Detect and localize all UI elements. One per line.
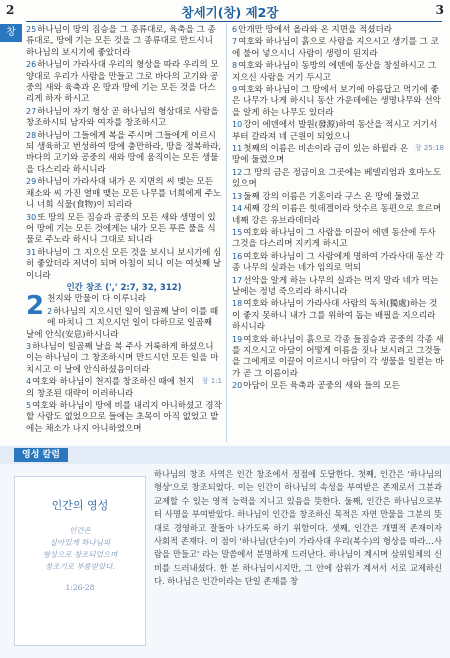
verse-number: 17 bbox=[232, 275, 243, 285]
verse-number: 3 bbox=[26, 341, 32, 351]
verse-number: 2 bbox=[47, 306, 53, 316]
verse-text: 아담이 모든 육축과 공중의 새와 들의 모든 bbox=[243, 381, 400, 392]
column-sidebar-quote bbox=[15, 525, 145, 573]
verse-text: 여호와 하나님이 땅에 비를 내리지 아니하셨고 경작할 사람도 없었으므로 들에는 초목이 아직 없었고 밭에는 채소가 나지 아니하였으며 bbox=[26, 401, 222, 434]
section-subhead: 인간 창조 (',' 2:7, 32, 312) bbox=[66, 282, 182, 293]
verse bbox=[232, 84, 444, 119]
verse-text: 세째 강의 이름은 힛데겔이라 앗수르 동편으로 흐르며 네째 강은 유브라데더라 bbox=[232, 204, 442, 226]
verse-number: 5 bbox=[26, 401, 32, 410]
verse bbox=[26, 294, 222, 305]
verse-number: 11 bbox=[232, 144, 243, 154]
verse-text: 여호와 하나님이 그 땅에서 보기에 아름답고 먹기에 좋은 나무가 나게 하시니 동산 가운데에는 생명나무와 선악을 알게 하는 나무도 있더라 bbox=[232, 85, 441, 118]
verse-text: 하나님이 땅의 짐승을 그 종류대로, 육축을 그 종류대로, 땅에 기는 모든 것을 그 종류대로 만드시니 하나님의 보시기에 좋았더라 bbox=[26, 25, 216, 58]
column-label: 영성 칼럼 bbox=[14, 448, 68, 462]
verse-text: 하나님이 그들에게 복을 주시며 그들에게 이르시되 생육하고 번성하여 땅에 충만하라, 땅을 정복하라, 바다의 고기와 공중의 새와 땅에 움직이는 모든 생물을 다스리라 하시니라 bbox=[26, 130, 222, 175]
verse-text: 여호와 하나님이 천지를 창조하신 때에 천지의 창조된 대략이 이러하니라 bbox=[26, 377, 195, 399]
verse bbox=[232, 251, 444, 275]
verse-number: 14 bbox=[232, 204, 243, 214]
column-essay: 하나님의 창조 사역은 인간 창조에서 정점에 도달한다. 첫째, 인간은 '하나님의 형상'으로 창조되었다. 이는 인간이 하나님의 속성을 부여받은 존재로서 그분과 교제할 수 있는 영적 능력을 지니고 있음을 뜻한다. 둘째, 인간은 하나님으로부터 사명을 부여받았다. 하나님이 인간을 창조하신 목적은 자연 만물을 그분의 뜻대로 경영하고 잘돌아 나가도록 하기 위함이다. 셋째, 인간은 개별적 존재이자 사회적 존재다. 이 점이 '하나님(단수)이 가라사대 우리(복수)의 형상을 따라…사람을 만들고' 라는 말씀에서 분명하게 드러난다. 하나님이 계시며 삼위일체의 신비를 드러내셨다. 한 분 하나님이시지만, 그 안에 삼위가 계셔서 서로 교제하신다. 하나님은 인간이라는 단일 존재를 창 bbox=[154, 469, 442, 587]
page-number-right: 3 bbox=[435, 3, 444, 17]
verse-text: 여호와 하나님이 가라사대 사람의 독처(獨處)하는 것이 좋지 못하니 내가 그를 위하여 돕는 배필을 지으리라 하시니라 bbox=[232, 299, 438, 333]
verse-number: 7 bbox=[232, 37, 238, 47]
verse-text: 여호와 하나님이 흙으로 각종 들짐승과 공중의 각종 새를 지으시고 아담이 어떻게 이름을 짓나 보시려고 그것들을 그에게로 이끌어 이르시니 아담이 각 생물을 일컫는 바가 곧 그 이름이라 bbox=[232, 334, 444, 379]
cross-reference[interactable]: 창 1:1 bbox=[201, 377, 222, 386]
column-sidebar bbox=[14, 476, 146, 646]
verse-text: 둘째 강의 이름은 기혼이라 구스 온 땅에 둘렸고 bbox=[243, 191, 420, 202]
column-sidebar-title: 인간의 영성 bbox=[51, 499, 109, 512]
verse bbox=[26, 247, 222, 282]
verse bbox=[232, 60, 444, 84]
cross-reference[interactable]: 창 25:18 bbox=[414, 144, 444, 153]
left-column bbox=[26, 24, 222, 435]
verse bbox=[232, 227, 444, 251]
verse-text: 하나님이 그 지으신 모든 것을 보시니 보시기에 심히 좋았더라 저녁이 되며 아침이 되니 이는 여섯째 날이니라 bbox=[26, 247, 222, 281]
verse-number: 18 bbox=[232, 299, 243, 309]
verse-number: 10 bbox=[232, 120, 243, 130]
verse bbox=[232, 24, 444, 36]
verse bbox=[232, 380, 444, 392]
page-number-left: 2 bbox=[6, 3, 15, 17]
page-header bbox=[0, 0, 450, 22]
verse-text: 여호와 하나님이 흙으로 사람을 지으시고 생기를 그 코에 불어 넣으시니 사람이 생령이 된지라 bbox=[232, 37, 439, 59]
verse-text: 강이 에덴에서 발원(發源)하여 동산을 적시고 거기서부터 갈라져 네 근원이 되었으니 bbox=[232, 120, 438, 142]
verse bbox=[26, 376, 222, 400]
chapter-start bbox=[26, 291, 222, 435]
verse-number: 31 bbox=[26, 247, 37, 257]
verse bbox=[232, 191, 444, 203]
verse-text: 또 땅의 모든 짐승과 공중의 모든 새와 생명이 있어 땅에 기는 모든 것에게는 내가 모든 푸른 풀을 식물로 주노라 하시니 그대로 되니라 bbox=[26, 212, 216, 246]
verse-number: 13 bbox=[232, 191, 243, 201]
quote-line: 창조기로 부름받았다. bbox=[45, 562, 115, 571]
right-column bbox=[232, 24, 444, 393]
verse bbox=[232, 298, 444, 333]
verse-number: 27 bbox=[26, 106, 37, 116]
verse bbox=[26, 176, 222, 211]
verse-number: 15 bbox=[232, 227, 243, 237]
header-rule bbox=[26, 21, 442, 22]
verse-number: 26 bbox=[26, 60, 37, 70]
verse bbox=[232, 119, 444, 143]
verse-number: 9 bbox=[232, 85, 238, 95]
verse-text: 하나님의 지으시던 일이 일곱째 날이 이를 때에 마치니 그 지으시던 일이 다하므로 일곱째 날에 안식(安息)하시니라 bbox=[26, 306, 219, 340]
verse-number: 8 bbox=[232, 61, 238, 71]
verse-text: 천지와 만물이 다 이루니라 bbox=[47, 294, 147, 305]
verse bbox=[26, 400, 222, 435]
verse-number: 25 bbox=[26, 25, 37, 34]
verse bbox=[232, 167, 444, 191]
verse-number: 12 bbox=[232, 167, 243, 177]
quote-line: 인간은 bbox=[69, 526, 91, 535]
verse-number: 28 bbox=[26, 130, 37, 140]
verse-text: 첫째의 이름은 비손이라 금이 있는 하윌라 온 땅에 둘렸으며 bbox=[232, 144, 409, 166]
verse-number: 20 bbox=[232, 381, 243, 391]
verse-text: 하나님이 일곱째 날을 복 주사 거룩하게 하셨으니 이는 하나님이 그 창조하시며 만드시던 모든 일을 마치시고 이 날에 안식하셨음이더라 bbox=[26, 341, 219, 375]
chapter-title: 창세기(창) 제2장 bbox=[181, 5, 279, 20]
verse bbox=[26, 341, 222, 376]
verse bbox=[26, 24, 222, 59]
verse bbox=[26, 106, 222, 130]
verse-text: 안개만 땅에서 올라와 온 지면을 적셨더라 bbox=[238, 25, 393, 35]
verse-number: 4 bbox=[26, 377, 32, 387]
verse bbox=[26, 59, 222, 106]
verse-text: 여호와 하나님이 그 사람을 이끌어 에덴 동산에 두사 그것을 다스리며 지키게 하시고 bbox=[232, 227, 436, 250]
book-tab[interactable]: 창 bbox=[0, 24, 22, 42]
verse-text: 그 땅의 금은 정금이요 그곳에는 베델리엄과 호마노도 있으며 bbox=[232, 167, 442, 190]
verse-number: 19 bbox=[232, 334, 243, 344]
verse bbox=[232, 36, 444, 60]
verse-number: 29 bbox=[26, 177, 37, 187]
verse bbox=[26, 130, 222, 177]
verse-number: 6 bbox=[232, 25, 238, 34]
verse bbox=[26, 306, 222, 341]
verse-number: 16 bbox=[232, 251, 243, 261]
verse bbox=[232, 334, 444, 381]
quote-line: 형상으로 창조되었으며 bbox=[42, 550, 118, 559]
verse bbox=[232, 143, 444, 167]
column-sidebar-reference: 1:26-28 bbox=[65, 583, 95, 592]
verse bbox=[232, 203, 444, 227]
verse-text: 여호와 하나님이 동방의 에덴에 동산을 창설하시고 그 지으신 사람을 거기 두시고 bbox=[232, 61, 437, 83]
verse-text: 선악을 알게 하는 나무의 실과는 먹지 말라 네가 먹는 날에는 정녕 죽으리라 하시니라 bbox=[232, 275, 439, 297]
quote-line: 살아있게 하나님의 bbox=[49, 538, 111, 547]
verse-text: 여호와 하나님이 그 사람에게 명하여 가라사대 동산 각종 나무의 실과는 네가 임의로 먹되 bbox=[232, 251, 444, 274]
verse bbox=[26, 212, 222, 247]
chapter-number: 2 bbox=[26, 291, 45, 322]
verse-number: 30 bbox=[26, 212, 37, 222]
verse bbox=[232, 275, 444, 299]
verse-text: 하나님이 가라사대 내가 온 지면의 씨 맺는 모든 채소와 씨 가진 열매 맺는 모든 나무를 너희에게 주노니 너희 식물(食物)이 되리라 bbox=[26, 177, 222, 211]
column-divider bbox=[226, 24, 227, 442]
verse-text: 하나님이 자기 형상 곧 하나님의 형상대로 사람을 창조하시되 남자와 여자를 창조하시고 bbox=[26, 106, 219, 129]
verse-text: 하나님이 가라사대 우리의 형상을 따라 우리의 모양대로 우리가 사람을 만들고 그로 바다의 고기와 공중의 새와 육축과 온 땅과 땅에 기는 모든 것을 다스리게 하자 하시고 bbox=[26, 60, 219, 105]
